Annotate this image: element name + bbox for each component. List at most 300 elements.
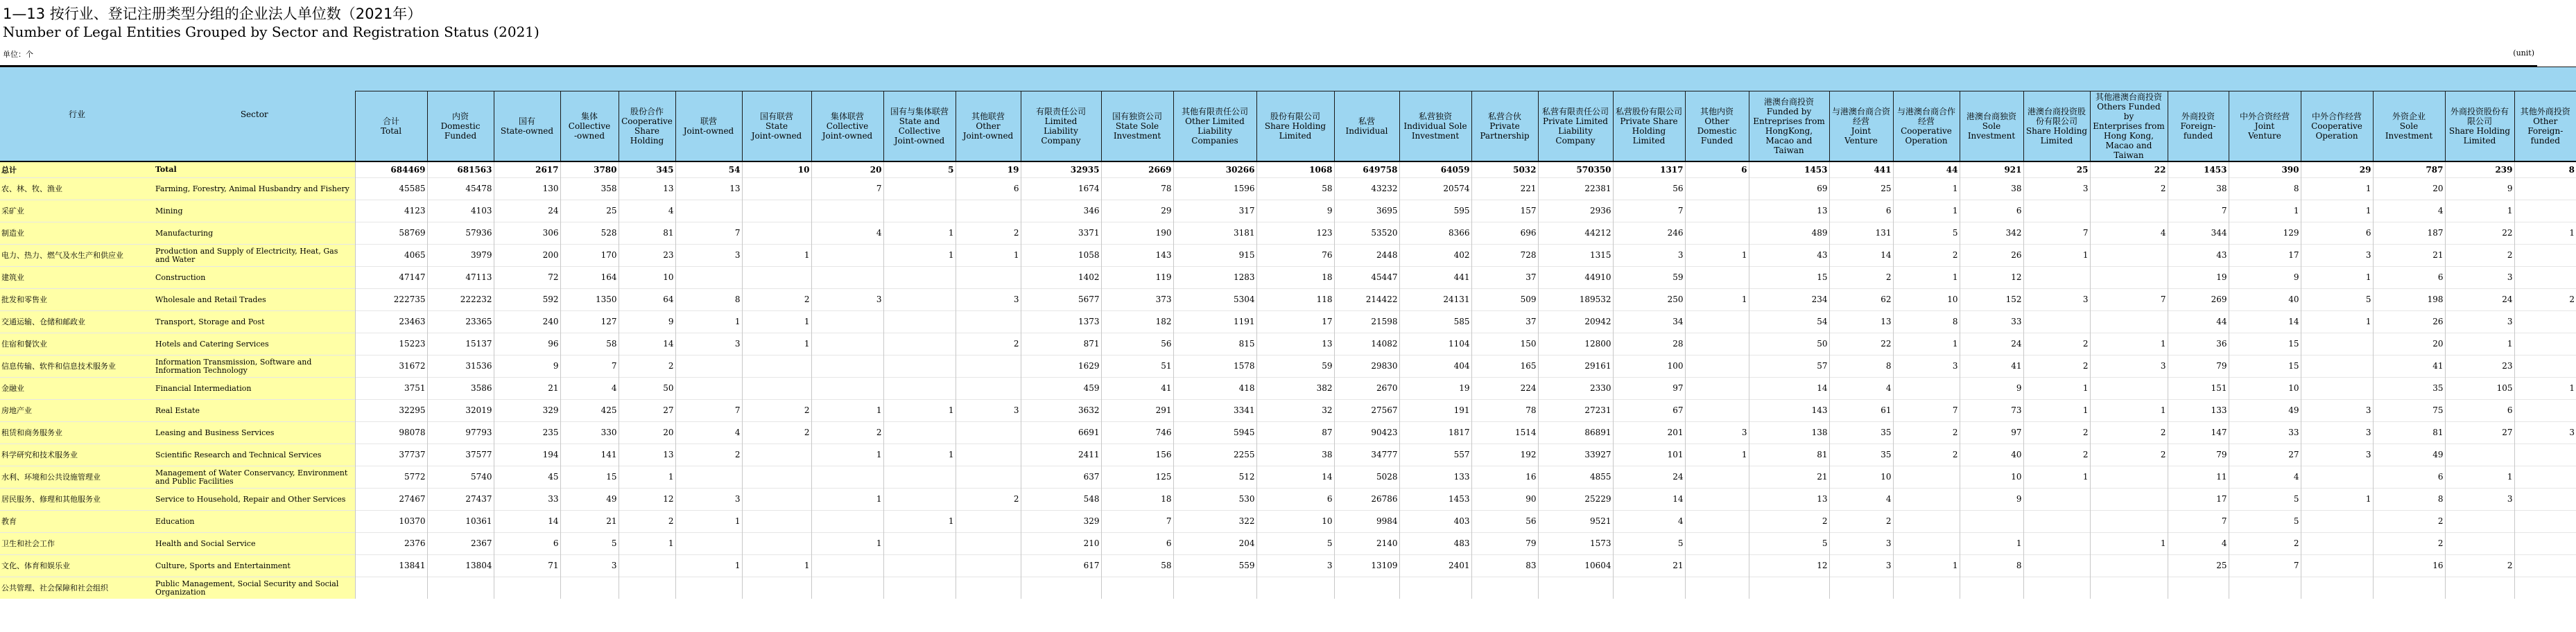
- column-header: 港澳台商投资 Funded by Entreprises from HongKong, Macao and Taiwan: [1749, 91, 1829, 162]
- table-cell: 3: [2301, 245, 2373, 267]
- table-cell: 59: [1613, 267, 1685, 289]
- sector-name-en: Scientific Research and Technical Services: [154, 444, 355, 466]
- table-cell: [2090, 311, 2168, 333]
- table-cell: 3695: [1334, 200, 1399, 222]
- table-cell: 404: [1399, 356, 1471, 378]
- table-cell: [742, 200, 811, 222]
- table-cell: [355, 577, 427, 599]
- table-cell: 41: [1960, 356, 2023, 378]
- table-cell: 2: [2023, 422, 2090, 444]
- table-cell: 34777: [1334, 444, 1399, 466]
- table-cell: [883, 422, 956, 444]
- table-cell: 32: [1256, 400, 1334, 422]
- table-cell: 4: [2373, 200, 2445, 222]
- table-cell: 10: [2229, 378, 2301, 400]
- table-cell: 47147: [355, 267, 427, 289]
- table-cell: 3780: [560, 161, 619, 178]
- table-cell: [956, 555, 1021, 577]
- table-cell: [2090, 267, 2168, 289]
- table-cell: 12: [619, 489, 675, 511]
- table-cell: 20: [811, 161, 883, 178]
- column-header: 内资 Domestic Funded: [427, 91, 494, 162]
- table-cell: 13: [1829, 311, 1893, 333]
- table-cell: 2: [1829, 511, 1893, 533]
- table-cell: [811, 378, 883, 400]
- table-cell: 2936: [1538, 200, 1613, 222]
- table-cell: 1: [1893, 178, 1960, 200]
- table-cell: 3: [675, 489, 742, 511]
- table-cell: 53520: [1334, 222, 1399, 245]
- table-cell: 684469: [355, 161, 427, 178]
- table-cell: [883, 311, 956, 333]
- table-cell: 1674: [1021, 178, 1101, 200]
- table-cell: 130: [494, 178, 560, 200]
- table-cell: 49: [2373, 444, 2445, 466]
- table-cell: 222735: [355, 289, 427, 311]
- table-cell: 26786: [1334, 489, 1399, 511]
- column-header: 港澳台商投资股份有限公司 Share Holding Limited: [2023, 91, 2090, 162]
- table-cell: 1: [2514, 222, 2576, 245]
- table-cell: [883, 378, 956, 400]
- table-cell: 570350: [1538, 161, 1613, 178]
- table-cell: 4103: [427, 200, 494, 222]
- table-cell: 9: [1960, 489, 2023, 511]
- table-cell: [1538, 577, 1613, 599]
- table-cell: 9: [619, 311, 675, 333]
- table-row: [0, 489, 2576, 511]
- table-cell: 22: [1829, 333, 1893, 356]
- table-cell: 1629: [1021, 356, 1101, 378]
- table-row: [0, 577, 2576, 599]
- table-cell: [1399, 577, 1471, 599]
- table-cell: 67: [1613, 400, 1685, 422]
- column-header: 私营合伙 Private Partnership: [1471, 91, 1538, 162]
- table-cell: 28: [1613, 333, 1685, 356]
- table-cell: 3: [2090, 356, 2168, 378]
- table-cell: 1: [956, 245, 1021, 267]
- table-cell: 2411: [1021, 444, 1101, 466]
- table-cell: 1: [2445, 333, 2514, 356]
- table-cell: [2514, 511, 2576, 533]
- table-cell: 1058: [1021, 245, 1101, 267]
- table-cell: 44: [1893, 161, 1960, 178]
- table-cell: 37737: [355, 444, 427, 466]
- table-cell: 5032: [1471, 161, 1538, 178]
- sector-name-cn: 公共管理、社会保障和社会组织: [0, 577, 154, 599]
- table-cell: [2514, 333, 2576, 356]
- table-cell: [2090, 489, 2168, 511]
- table-cell: 50: [619, 378, 675, 400]
- sector-name-cn: 信息传输、软件和信息技术服务业: [0, 356, 154, 378]
- table-cell: 15223: [355, 333, 427, 356]
- sector-name-en: Hotels and Catering Services: [154, 333, 355, 356]
- sector-name-cn: 金融业: [0, 378, 154, 400]
- table-cell: 14: [494, 511, 560, 533]
- table-cell: 76: [1256, 245, 1334, 267]
- table-cell: 2: [956, 333, 1021, 356]
- table-cell: [2023, 267, 2090, 289]
- table-cell: 141: [560, 444, 619, 466]
- table-cell: 13804: [427, 555, 494, 577]
- table-cell: 637: [1021, 466, 1101, 489]
- table-cell: [1173, 577, 1256, 599]
- table-cell: 7: [811, 178, 883, 200]
- table-cell: 4: [1613, 511, 1685, 533]
- table-cell: 1: [2090, 533, 2168, 555]
- table-cell: 98078: [355, 422, 427, 444]
- table-cell: [1829, 577, 1893, 599]
- table-cell: [956, 577, 1021, 599]
- column-header: 其他有限责任公司 Other Limited Liability Companies: [1173, 91, 1256, 162]
- sector-name-en: Total: [154, 161, 355, 178]
- table-cell: 2255: [1173, 444, 1256, 466]
- sector-name-cn: 居民服务、修理和其他服务业: [0, 489, 154, 511]
- table-cell: 5: [2301, 289, 2373, 311]
- table-cell: 1: [675, 555, 742, 577]
- table-cell: 15: [1749, 267, 1829, 289]
- table-cell: 4: [2229, 466, 2301, 489]
- table-cell: 51: [1101, 356, 1173, 378]
- sector-name-cn: 批发和零售业: [0, 289, 154, 311]
- column-header: 私营有限责任公司 Private Limited Liability Company: [1538, 91, 1613, 162]
- table-cell: 23: [2445, 356, 2514, 378]
- table-cell: 5: [560, 533, 619, 555]
- table-subtitle: Number of Legal Entities Grouped by Sector and Registration Status (2021): [3, 24, 539, 40]
- table-cell: 291: [1101, 400, 1173, 422]
- table-row: [0, 444, 2576, 466]
- table-cell: 2330: [1538, 378, 1613, 400]
- table-cell: 138: [1749, 422, 1829, 444]
- table-cell: 7: [2023, 222, 2090, 245]
- table-cell: 47113: [427, 267, 494, 289]
- table-cell: 13109: [1334, 555, 1399, 577]
- sector-name-en: Public Management, Social Security and Social Organization: [154, 577, 355, 599]
- table-cell: 78: [1101, 178, 1173, 200]
- column-header: 股份合作 Cooperative Share Holding: [619, 91, 675, 162]
- table-cell: 1: [1893, 555, 1960, 577]
- table-cell: 330: [560, 422, 619, 444]
- column-header: 集体 Collective -owned: [560, 91, 619, 162]
- column-header: 国有 State-owned: [494, 91, 560, 162]
- table-cell: 1104: [1399, 333, 1471, 356]
- table-cell: 1283: [1173, 267, 1256, 289]
- table-cell: 13: [1256, 333, 1334, 356]
- sector-name-en: Production and Supply of Electricity, Heat, Gas and Water: [154, 245, 355, 267]
- table-cell: 54: [675, 161, 742, 178]
- table-cell: 441: [1399, 267, 1471, 289]
- table-cell: 101: [1613, 444, 1685, 466]
- table-cell: 8: [1893, 311, 1960, 333]
- table-cell: [2090, 466, 2168, 489]
- table-cell: 2: [2090, 444, 2168, 466]
- table-cell: 4855: [1538, 466, 1613, 489]
- table-cell: 528: [560, 222, 619, 245]
- table-cell: [811, 311, 883, 333]
- table-cell: 696: [1471, 222, 1538, 245]
- table-cell: 3: [1893, 356, 1960, 378]
- column-header: 外资企业 Sole Investment: [2373, 91, 2445, 162]
- table-cell: [2023, 533, 2090, 555]
- table-cell: 915: [1173, 245, 1256, 267]
- table-cell: 5: [2229, 489, 2301, 511]
- table-cell: 3: [2023, 289, 2090, 311]
- table-cell: 27: [2229, 444, 2301, 466]
- table-cell: 45447: [1334, 267, 1399, 289]
- table-cell: 1: [883, 444, 956, 466]
- table-cell: 250: [1613, 289, 1685, 311]
- table-row: [0, 222, 2576, 245]
- table-cell: [2514, 577, 2576, 599]
- table-cell: [2090, 577, 2168, 599]
- table-cell: 3: [675, 333, 742, 356]
- table-cell: [956, 422, 1021, 444]
- table-cell: 33: [1960, 311, 2023, 333]
- table-cell: 1191: [1173, 311, 1256, 333]
- table-row: [0, 200, 2576, 222]
- table-cell: 24: [1960, 333, 2023, 356]
- table-cell: 373: [1101, 289, 1173, 311]
- table-cell: [427, 577, 494, 599]
- table-cell: 41: [1101, 378, 1173, 400]
- table-cell: 18: [1256, 267, 1334, 289]
- table-cell: [956, 444, 1021, 466]
- table-cell: 2: [742, 289, 811, 311]
- table-cell: 2: [1893, 245, 1960, 267]
- table-cell: [1021, 577, 1101, 599]
- table-cell: 97: [1613, 378, 1685, 400]
- table-cell: [2514, 533, 2576, 555]
- table-cell: 390: [2229, 161, 2301, 178]
- table-cell: 1: [742, 245, 811, 267]
- table-cell: [1893, 577, 1960, 599]
- table-cell: 20942: [1538, 311, 1613, 333]
- table-cell: 9: [1256, 200, 1334, 222]
- table-cell: 1: [2090, 333, 2168, 356]
- table-cell: [742, 489, 811, 511]
- table-cell: 73: [1960, 400, 2023, 422]
- table-cell: 22: [2090, 161, 2168, 178]
- table-cell: 5028: [1334, 466, 1399, 489]
- table-cell: 1817: [1399, 422, 1471, 444]
- table-cell: 4: [560, 378, 619, 400]
- table-row: [0, 378, 2576, 400]
- table-cell: [742, 466, 811, 489]
- table-cell: 78: [1471, 400, 1538, 422]
- table-cell: [2301, 333, 2373, 356]
- table-cell: 38: [2168, 178, 2229, 200]
- table-cell: 7: [675, 222, 742, 245]
- table-cell: 6: [494, 533, 560, 555]
- table-cell: 548: [1021, 489, 1101, 511]
- table-row: [0, 267, 2576, 289]
- table-cell: 403: [1399, 511, 1471, 533]
- table-cell: 13: [1749, 489, 1829, 511]
- table-cell: 156: [1101, 444, 1173, 466]
- sector-name-cn: 房地产业: [0, 400, 154, 422]
- table-cell: 728: [1471, 245, 1538, 267]
- table-cell: [742, 267, 811, 289]
- sector-name-en: Management of Water Conservancy, Environment and Public Facilities: [154, 466, 355, 489]
- table-cell: 5: [1893, 222, 1960, 245]
- table-cell: 58: [1101, 555, 1173, 577]
- table-cell: 441: [1829, 161, 1893, 178]
- table-row: [0, 356, 2576, 378]
- table-cell: 2: [1749, 511, 1829, 533]
- table-cell: 23365: [427, 311, 494, 333]
- table-cell: 97793: [427, 422, 494, 444]
- table-row: [0, 311, 2576, 333]
- table-cell: 617: [1021, 555, 1101, 577]
- table-cell: 9521: [1538, 511, 1613, 533]
- table-cell: 1: [1893, 333, 1960, 356]
- table-cell: 585: [1399, 311, 1471, 333]
- sector-name-cn: 租赁和商务服务业: [0, 422, 154, 444]
- sector-name-en: Education: [154, 511, 355, 533]
- table-cell: 147: [2168, 422, 2229, 444]
- table-cell: 2: [2090, 178, 2168, 200]
- table-cell: 649758: [1334, 161, 1399, 178]
- table-cell: 2: [619, 511, 675, 533]
- table-cell: 382: [1256, 378, 1334, 400]
- table-cell: 23: [619, 245, 675, 267]
- table-cell: [2514, 489, 2576, 511]
- table-cell: 29161: [1538, 356, 1613, 378]
- table-cell: 8: [1829, 356, 1893, 378]
- table-cell: 24: [2445, 289, 2514, 311]
- table-cell: 25: [1829, 178, 1893, 200]
- table-cell: [2023, 200, 2090, 222]
- table-cell: 12800: [1538, 333, 1613, 356]
- table-cell: 1: [883, 245, 956, 267]
- table-cell: 64: [619, 289, 675, 311]
- table-cell: 1: [1685, 289, 1749, 311]
- table-cell: 7: [1101, 511, 1173, 533]
- table-cell: 1: [811, 400, 883, 422]
- table-cell: 9: [2229, 267, 2301, 289]
- table-cell: [2023, 577, 2090, 599]
- table-cell: 90423: [1334, 422, 1399, 444]
- table-cell: 44: [2168, 311, 2229, 333]
- table-cell: 58: [1256, 178, 1334, 200]
- table-cell: 5: [883, 161, 956, 178]
- table-cell: [883, 466, 956, 489]
- table-cell: [2168, 577, 2229, 599]
- table-cell: 24131: [1399, 289, 1471, 311]
- table-cell: 3: [2301, 422, 2373, 444]
- table-cell: 3: [2301, 400, 2373, 422]
- table-cell: [742, 378, 811, 400]
- table-cell: 5: [1749, 533, 1829, 555]
- table-cell: 22381: [1538, 178, 1613, 200]
- table-cell: 3: [1829, 555, 1893, 577]
- sector-name-en: Transport, Storage and Post: [154, 311, 355, 333]
- table-cell: [742, 511, 811, 533]
- table-cell: 9: [2445, 178, 2514, 200]
- table-cell: [2090, 555, 2168, 577]
- table-cell: 246: [1613, 222, 1685, 245]
- table-cell: [2090, 200, 2168, 222]
- table-cell: [2301, 533, 2373, 555]
- sector-name-cn: 制造业: [0, 222, 154, 245]
- table-cell: 344: [2168, 222, 2229, 245]
- table-cell: 3: [2445, 489, 2514, 511]
- table-cell: 3: [2445, 311, 2514, 333]
- table-cell: [811, 333, 883, 356]
- table-cell: 1: [883, 400, 956, 422]
- table-cell: 12: [1749, 555, 1829, 577]
- table-cell: 4: [619, 200, 675, 222]
- table-row: [0, 289, 2576, 311]
- table-cell: [1685, 200, 1749, 222]
- table-cell: [2514, 466, 2576, 489]
- table-cell: 21: [2373, 245, 2445, 267]
- table-cell: [2514, 400, 2576, 422]
- table-cell: 45: [494, 466, 560, 489]
- table-cell: 1: [2023, 466, 2090, 489]
- table-cell: 14082: [1334, 333, 1399, 356]
- table-cell: [883, 267, 956, 289]
- table-cell: 1514: [1471, 422, 1538, 444]
- table-cell: 72: [494, 267, 560, 289]
- table-cell: 13841: [355, 555, 427, 577]
- table-row: [0, 178, 2576, 200]
- table-cell: 1453: [1749, 161, 1829, 178]
- table-cell: 1: [2514, 378, 2576, 400]
- table-cell: [1685, 222, 1749, 245]
- table-cell: [883, 333, 956, 356]
- table-cell: [2445, 577, 2514, 599]
- table-cell: 3: [956, 289, 1021, 311]
- table-cell: 2: [619, 356, 675, 378]
- table-cell: 8: [2373, 489, 2445, 511]
- table-cell: [883, 555, 956, 577]
- table-cell: 1: [1893, 267, 1960, 289]
- table-cell: 329: [494, 400, 560, 422]
- sector-name-cn: 交通运输、仓储和邮政业: [0, 311, 154, 333]
- table-cell: 81: [2373, 422, 2445, 444]
- table-cell: 21: [1749, 466, 1829, 489]
- table-cell: 1: [1685, 444, 1749, 466]
- total-row: [0, 161, 2576, 178]
- table-cell: 1578: [1173, 356, 1256, 378]
- table-cell: 1: [2445, 466, 2514, 489]
- table-cell: [811, 356, 883, 378]
- table-cell: 483: [1399, 533, 1471, 555]
- table-cell: 20: [619, 422, 675, 444]
- table-cell: 20: [2373, 178, 2445, 200]
- column-header: 中外合资经营 Joint Venture: [2229, 91, 2301, 162]
- table-cell: 3: [2445, 267, 2514, 289]
- table-cell: [742, 356, 811, 378]
- table-cell: 15: [2229, 356, 2301, 378]
- table-cell: 14: [1613, 489, 1685, 511]
- table-cell: 143: [1749, 400, 1829, 422]
- table-cell: [1685, 489, 1749, 511]
- table-cell: 2: [811, 422, 883, 444]
- table-cell: 2: [1893, 444, 1960, 466]
- table-row: [0, 555, 2576, 577]
- table-cell: [1960, 577, 2023, 599]
- table-cell: 64059: [1399, 161, 1471, 178]
- table-cell: 11: [2168, 466, 2229, 489]
- table-cell: [1685, 267, 1749, 289]
- table-cell: [2023, 489, 2090, 511]
- table-cell: 32019: [427, 400, 494, 422]
- table-cell: 6: [2373, 466, 2445, 489]
- table-cell: 5304: [1173, 289, 1256, 311]
- table-cell: 14: [619, 333, 675, 356]
- table-cell: [2514, 356, 2576, 378]
